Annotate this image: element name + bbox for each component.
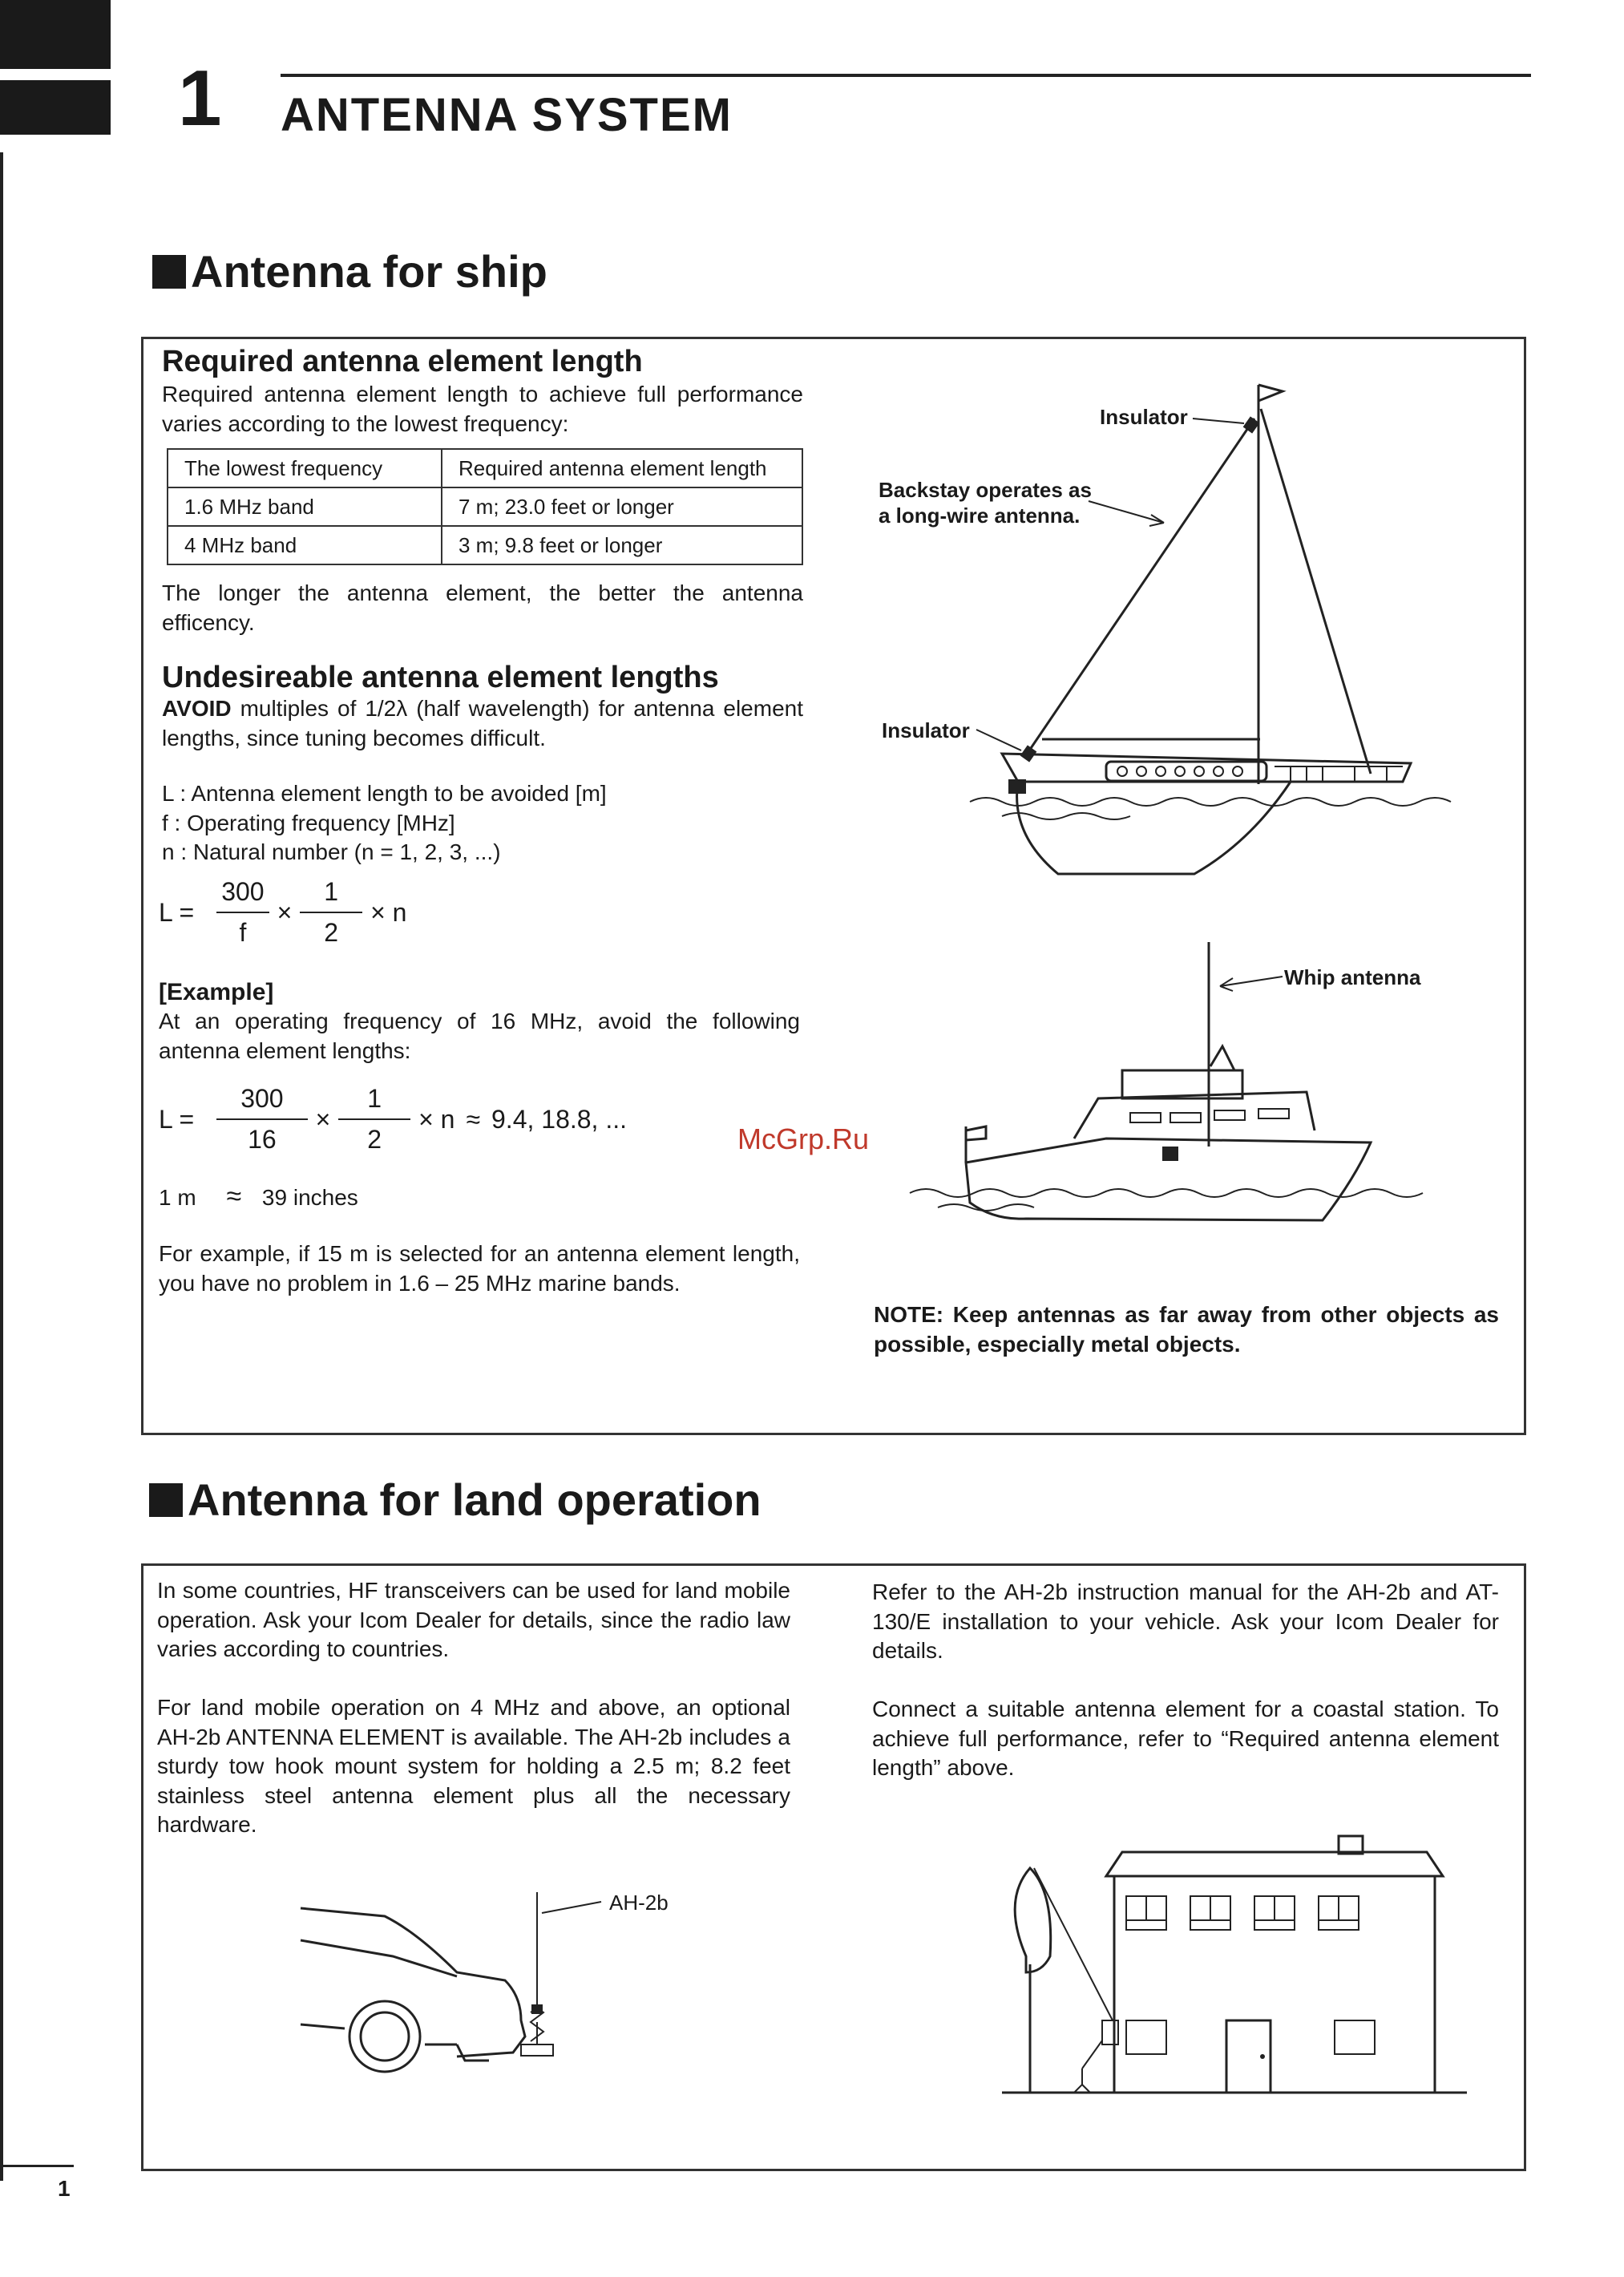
left-margin-line [0,152,3,2181]
avoid-text: multiples of 1/2λ (half wavelength) for antenna element lengths, since tuning becomes difficult. [162,696,803,750]
definition-n: n : Natural number (n = 1, 2, 3, ...) [162,839,501,864]
fraction-denominator: 16 [248,1125,277,1154]
whip-antenna-label: Whip antenna [1284,965,1421,989]
table-cell: 3 m; 9.8 feet or longer [442,526,802,564]
fraction-numerator: 1 [300,877,362,913]
heading-square-icon [152,255,186,289]
avoid-paragraph [162,694,803,753]
ah2b-label: AH-2b [609,1891,669,1915]
required-length-title: Required antenna element length [162,345,643,378]
table-cell: 7 m; 23.0 feet or longer [442,487,802,526]
required-length-note: The longer the antenna element, the better the antenna efficency. [162,580,803,635]
insulator-bottom-label: Insulator [882,718,970,742]
land-paragraph-1: In some countries, HF transceivers can be used for land mobile operation. Ask your Icom Dealer for details, since the radio law varies according to countries. [157,1578,790,1661]
house-illustration [994,1844,1475,2109]
approx-sign: ≈ [466,1104,480,1134]
undesirable-title: Undesireable antenna element lengths [162,661,719,694]
formula-general [159,877,406,948]
definition-l: L : Antenna element length to be avoided [m] [162,781,607,806]
multiply-sign: × [277,897,293,927]
fraction-denominator: f [239,918,247,947]
fraction-denominator: 2 [367,1125,382,1154]
table-header-row [168,449,802,487]
car-illustration [297,1884,633,2077]
table-cell: 4 MHz band [168,526,442,564]
fraction-1-over-2 [338,1084,410,1155]
definition-f: f : Operating frequency [MHz] [162,810,455,835]
unit-conversion [159,1182,358,1213]
section-heading-land [149,1474,762,1526]
watermark-text: McGrp.Ru [737,1122,870,1155]
definition-list [162,779,803,868]
table-cell: 1.6 MHz band [168,487,442,526]
fraction-300-over-16 [216,1084,307,1155]
insulator-top-label: Insulator [1100,405,1188,429]
table-row [168,526,802,564]
required-length-table [167,448,803,565]
formula-example [159,1084,627,1155]
section-heading-ship [152,245,547,297]
example-closing: For example, if 15 m is selected for an antenna element length, you have no problem in 1.6 – 25 MHz marine bands. [159,1241,800,1296]
formula-tail: × n [370,897,407,927]
chapter-tab-bottom [0,80,111,135]
example-text: At an operating frequency of 16 MHz, avoid the following antenna element lengths: [159,1009,800,1063]
chapter-number: 1 [178,54,222,142]
land-paragraph-2: For land mobile operation on 4 MHz and above, an optional AH-2b ANTENNA ELEMENT is available. The AH-2b includes a sturdy tow hook mount system for holding a 2.5 m; 8.2 feet stainless steel antenna element plus all the necessary hardware. [157,1695,790,1837]
fraction-numerator: 300 [216,877,269,913]
conversion-right: 39 inches [261,1185,358,1210]
ship-note: NOTE: Keep antennas as far away from other objects as possible, especially metal objects. [874,1302,1499,1357]
section-heading-ship-text: Antenna for ship [191,246,547,297]
land-paragraph-4: Connect a suitable antenna element for a coastal station. To achieve full performance, refer to “Required antenna element length” above. [872,1697,1499,1780]
table-row [168,487,802,526]
table-header-cell: The lowest frequency [168,449,442,487]
fraction-numerator: 1 [338,1084,410,1120]
multiply-sign: × [315,1104,331,1134]
fraction-denominator: 2 [324,918,339,947]
chapter-title: ANTENNA SYSTEM [281,89,733,141]
example-title: [Example] [159,979,274,1005]
chapter-rule [281,74,1531,77]
fraction-300-over-f [216,877,269,948]
heading-square-icon [149,1483,183,1517]
page-number: 1 [58,2176,71,2201]
formula-lhs: L = [159,897,195,927]
land-paragraph-3: Refer to the AH-2b instruction manual for the AH-2b and AT-130/E installation to your vehicle. Ask your Icom Dealer for details. [872,1579,1499,1663]
approx-sign: ≈ [226,1181,242,1211]
fraction-numerator: 300 [216,1084,307,1120]
chapter-tab-top [0,0,111,69]
fraction-1-over-2 [300,877,362,948]
conversion-left: 1 m [159,1185,196,1210]
formula-tail: × n [418,1104,455,1134]
backstay-label-line1: Backstay operates as [879,478,1092,502]
formula-lhs: L = [159,1104,195,1134]
backstay-label-line2: a long-wire antenna. [879,504,1081,528]
formula-result: 9.4, 18.8, ... [491,1104,627,1134]
avoid-word: AVOID [162,696,232,721]
section-heading-land-text: Antenna for land operation [188,1474,762,1525]
sailboat-illustration [954,377,1483,890]
page-bottom-rule [0,2165,74,2167]
table-header-cell: Required antenna element length [442,449,802,487]
required-length-intro: Required antenna element length to achieve full performance varies according to the lowest frequency: [162,382,803,436]
